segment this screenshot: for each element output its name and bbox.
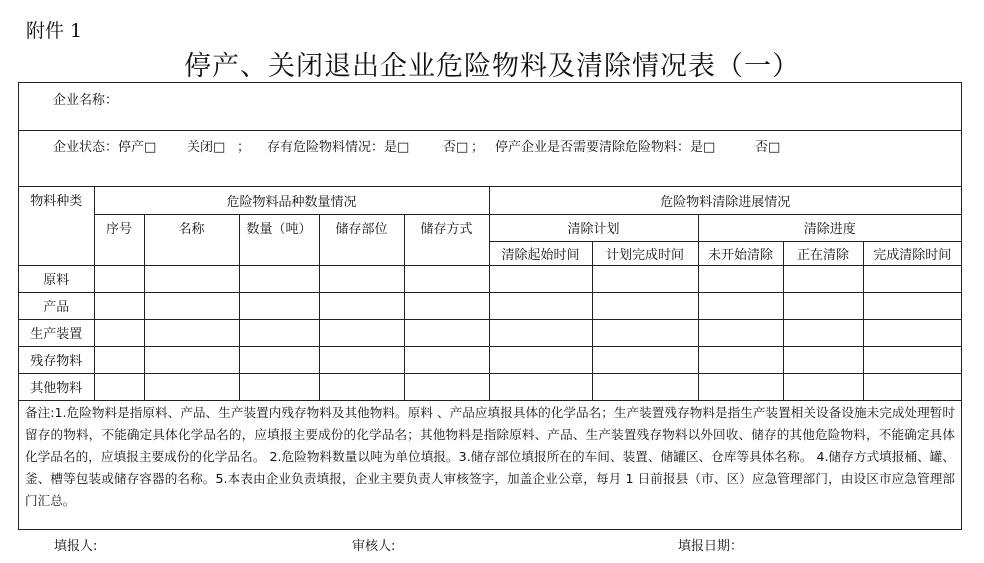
row-label-product: 产品 — [19, 292, 94, 319]
filler-label: 填报人: — [54, 539, 98, 554]
status-stopped-option[interactable]: 企业状态：停产□ — [53, 140, 157, 155]
attachment-label: 附件 1 — [26, 20, 83, 42]
col-not-started: 未开始清除 — [698, 241, 783, 265]
progress-header: 清除进度 — [698, 214, 961, 241]
col-method: 储存方式 — [404, 214, 489, 265]
checkbox-icon[interactable]: □ — [768, 140, 781, 155]
material-type-header: 物料种类 — [19, 187, 94, 265]
col-name: 名称 — [144, 214, 239, 265]
date-label: 填报日期： — [678, 539, 744, 554]
has-hazard-yes-option[interactable]: 存有危险物料情况：是□ — [267, 140, 410, 155]
table-row — [19, 346, 961, 373]
checkbox-icon[interactable]: □ — [456, 140, 469, 155]
checkbox-icon[interactable]: □ — [213, 140, 226, 155]
need-clear-no-option[interactable]: 否□ — [755, 140, 781, 155]
col-finish-time: 完成清除时间 — [863, 241, 961, 265]
col-quantity: 数量（吨） — [239, 214, 319, 265]
table-row — [19, 292, 961, 319]
separator: ； — [471, 140, 485, 155]
company-name-label: 企业名称： — [53, 93, 119, 108]
table-row — [19, 319, 961, 346]
reviewer-label: 审核人: — [352, 539, 396, 554]
company-name-row[interactable] — [19, 83, 961, 131]
notes-text: 备注:1.危险物料是指原料、产品、生产装置内残存物料及其他物料。原料 、产品应填报具体的化学品名；生产装置残存物料是指生产装置相关设备设施未完成处理暂时留存的物料，不能确定具体化学品名的，应填报主要成份的化学品名；其他物料是指除原料、产品、生产装置残存物料以外回收、储存的其他危险物料，不能确定具体化学品名的，应填报主要成份的化学品名。 2.危险物料数量以吨为单位填报。3.储存部位填报所在的车间、装置、储罐区、仓库等具体名称。 4.储存方式填报桶、罐、釜、槽等包装或储存容器的名称。5.本表由企业负责填报，企业主要负责人审核签字，加盖企业公章，每月 1 日前报县（市、区）应急管理部门，由设区市应急管理部门汇总。 — [25, 405, 955, 508]
need-clear-yes-option[interactable]: 停产企业是否需要清除危险物料：是□ — [495, 140, 716, 155]
row-label-other: 其他物料 — [19, 373, 94, 400]
checkbox-icon[interactable]: □ — [397, 140, 410, 155]
row-label-residue: 残存物料 — [19, 346, 94, 373]
row-label-device: 生产装置 — [19, 319, 94, 346]
status-closed-option[interactable]: 关闭□ — [187, 140, 226, 155]
page-title: 停产、关闭退出企业危险物料及清除情况表（一） — [184, 51, 800, 82]
plan-header: 清除计划 — [489, 214, 698, 241]
has-hazard-no-option[interactable]: 否□ — [443, 140, 469, 155]
checkbox-icon[interactable]: □ — [144, 140, 157, 155]
form-frame — [18, 82, 962, 530]
checkbox-icon[interactable]: □ — [703, 140, 716, 155]
col-serial: 序号 — [94, 214, 144, 265]
col-in-progress: 正在清除 — [783, 241, 863, 265]
table-row — [19, 373, 961, 400]
col-plan-start: 清除起始时间 — [489, 241, 592, 265]
table-row — [19, 265, 961, 292]
group-quantity-header: 危险物料品种数量情况 — [94, 187, 489, 214]
company-status-row — [19, 131, 961, 187]
group-progress-header: 危险物料清除进展情况 — [489, 187, 961, 214]
separator: ； — [237, 140, 251, 155]
row-label-raw: 原料 — [19, 265, 94, 292]
col-plan-end: 计划完成时间 — [592, 241, 698, 265]
hazard-material-table — [19, 187, 961, 401]
col-location: 储存部位 — [319, 214, 404, 265]
